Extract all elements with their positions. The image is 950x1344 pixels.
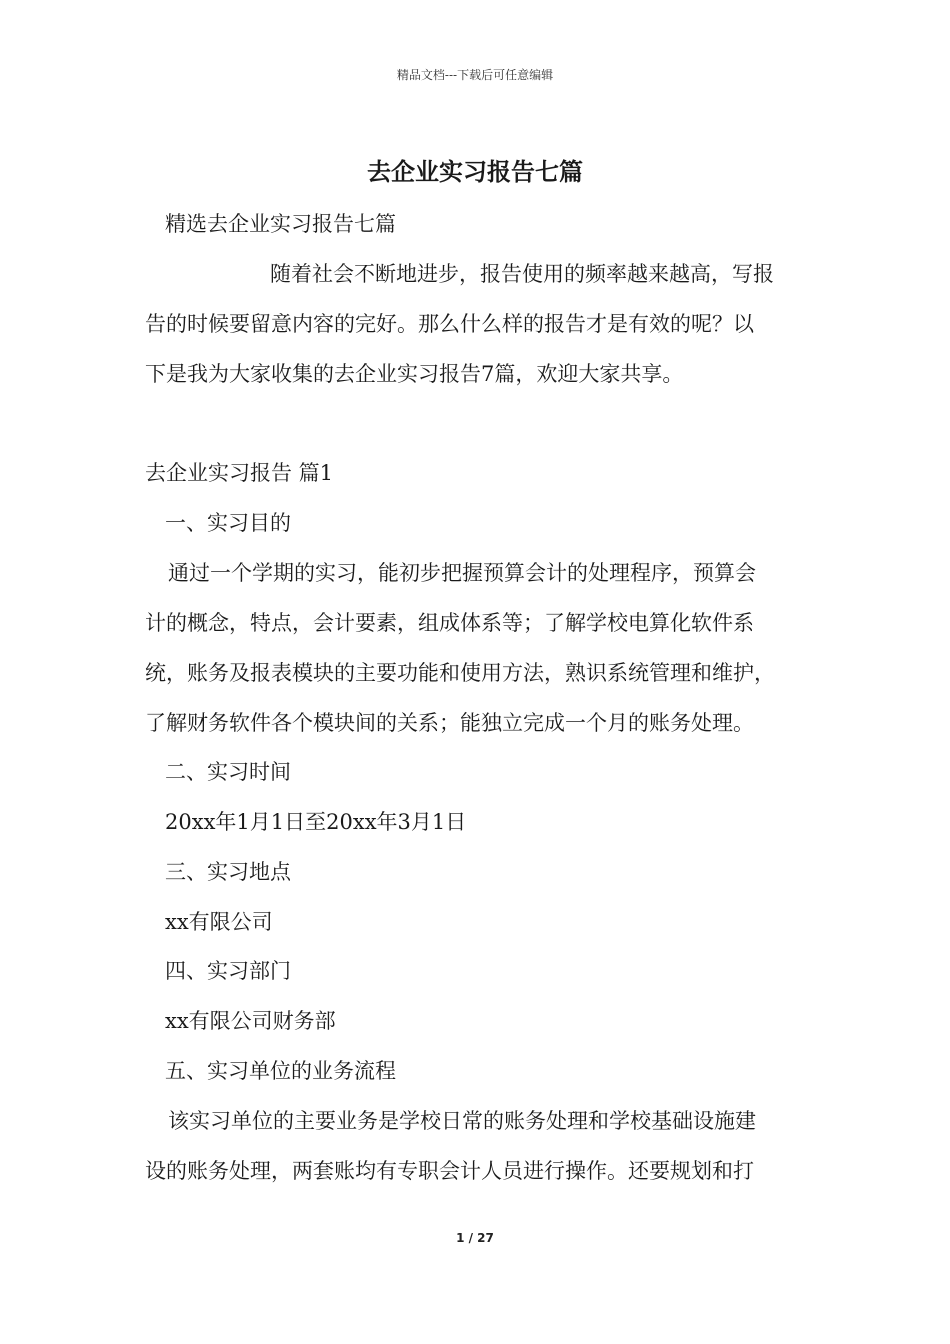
intro-line-3: 下是我为大家收集的去企业实习报告7篇，欢迎大家共享。 bbox=[145, 362, 684, 386]
department-text: xx有限公司财务部 bbox=[165, 1009, 336, 1033]
heading-purpose: 一、实习目的 bbox=[165, 511, 291, 535]
section-heading: 去企业实习报告 篇1 bbox=[145, 461, 334, 485]
body-business-line-2: 设的账务处理，两套账均有专职会计人员进行操作。还要规划和打 bbox=[145, 1159, 754, 1183]
heading-department: 四、实习部门 bbox=[165, 959, 291, 983]
heading-place: 三、实习地点 bbox=[165, 860, 291, 884]
page-number: 1 / 27 bbox=[456, 1231, 494, 1245]
running-header: 精品文档---下载后可任意编辑 bbox=[396, 68, 554, 82]
heading-time: 二、实习时间 bbox=[165, 760, 291, 784]
place-text: xx有限公司 bbox=[165, 910, 273, 934]
document-subtitle: 精选去企业实习报告七篇 bbox=[165, 212, 396, 236]
body-purpose-line-3: 统，账务及报表模块的主要功能和使用方法，熟识系统管理和维护， bbox=[145, 661, 775, 685]
intro-line-1: 随着社会不断地进步，报告使用的频率越来越高，写报 bbox=[270, 262, 774, 286]
intro-line-2: 告的时候要留意内容的完好。那么什么样的报告才是有效的呢？以 bbox=[145, 312, 754, 336]
body-purpose-line-1: 通过一个学期的实习，能初步把握预算会计的处理程序，预算会 bbox=[168, 561, 756, 585]
body-business-line-1: 该实习单位的主要业务是学校日常的账务处理和学校基础设施建 bbox=[168, 1109, 756, 1133]
time-text: 20xx年1月1日至20xx年3月1日 bbox=[165, 810, 467, 834]
body-purpose-line-4: 了解财务软件各个模块间的关系；能独立完成一个月的账务处理。 bbox=[145, 711, 754, 735]
heading-business-flow: 五、实习单位的业务流程 bbox=[165, 1059, 396, 1083]
document-title: 去企业实习报告七篇 bbox=[367, 158, 583, 186]
body-purpose-line-2: 计的概念，特点，会计要素，组成体系等；了解学校电算化软件系 bbox=[145, 611, 754, 635]
